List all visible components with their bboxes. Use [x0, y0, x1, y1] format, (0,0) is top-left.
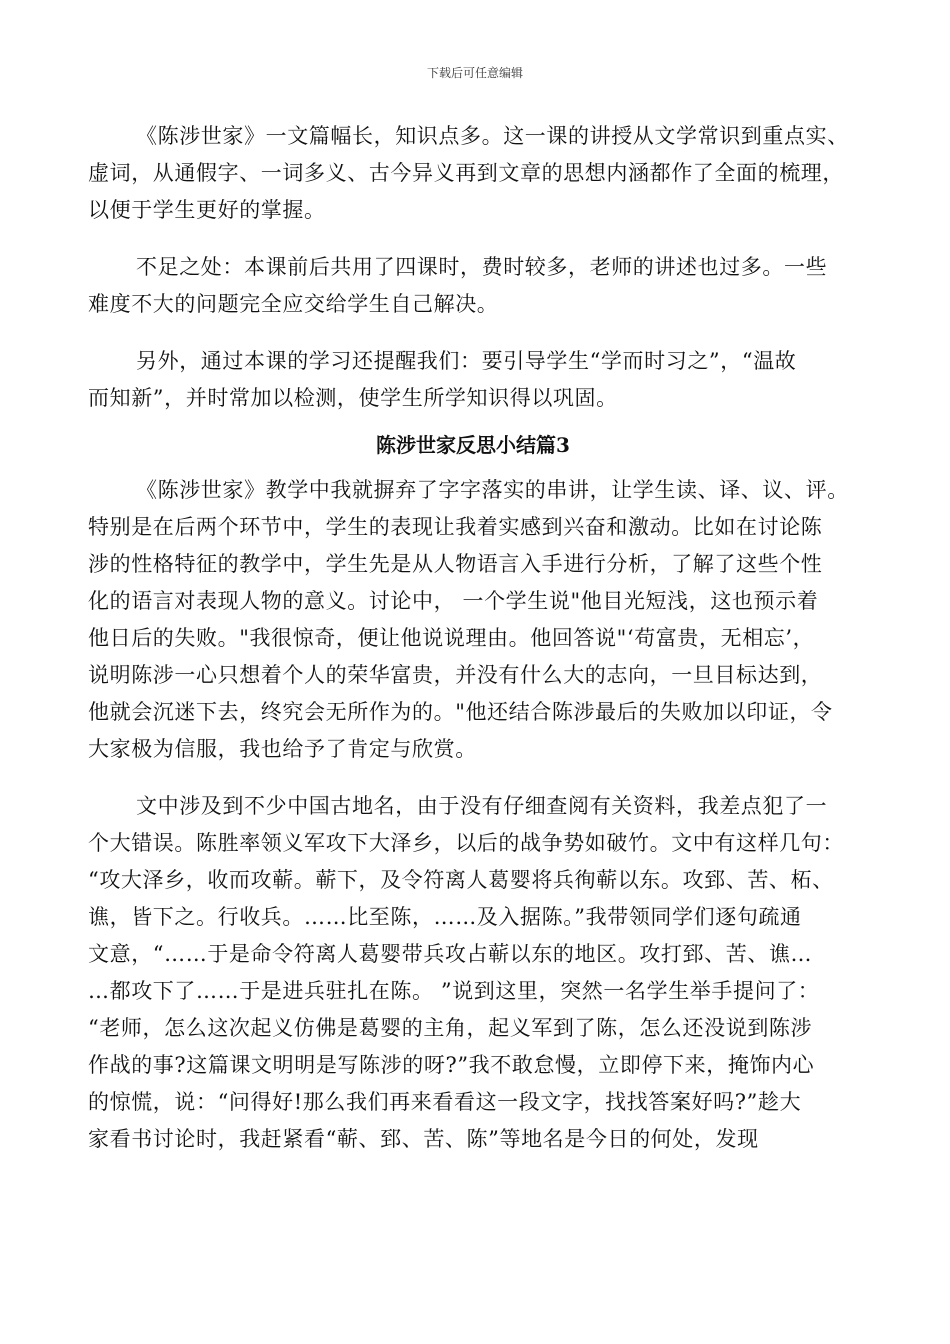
page-header: 下载后可任意编辑	[426, 66, 523, 80]
paragraph-5	[88, 788, 858, 1158]
text-line: 涉的性格特征的教学中，学生先是从人物语言入手进行分析，了解了这些个性	[88, 552, 823, 576]
text-line: 谯，皆下之。行收兵。……比至陈，……及入据陈。”我带领同学们逐句疏通	[88, 905, 802, 929]
text-line: …都攻下了……于是进兵驻扎在陈。 ”说到这里，突然一名学生举手提问了：	[88, 979, 820, 1003]
text-line: 特别是在后两个环节中，学生的表现让我着实感到兴奋和激动。比如在讨论陈	[88, 515, 823, 539]
text-line: 另外，通过本课的学习还提醒我们：要引导学生“学而时习之”，“温故	[136, 349, 797, 373]
text-line: 《陈涉世家》教学中我就摒弃了字字落实的串讲，让学生读、译、议、评。	[136, 478, 849, 502]
text-line: “攻大泽乡，收而攻蕲。蕲下，及令符离人葛婴将兵徇蕲以东。攻郅、苦、柘、	[88, 868, 834, 892]
paragraph-3	[88, 343, 858, 417]
text-line: 他就会沉迷下去，终究会无所作为的。"他还结合陈涉最后的失败加以印证，令	[88, 700, 833, 724]
text-line: 他日后的失败。"我很惊奇，便让他说说理由。他回答说"‘苟富贵，无相忘’，	[88, 626, 815, 650]
text-line: 个大错误。陈胜率领义军攻下大泽乡，以后的战争势如破竹。文中有这样几句：	[88, 831, 844, 855]
text-line: 文中涉及到不少中国古地名，由于没有仔细查阅有关资料，我差点犯了一	[136, 794, 828, 818]
text-line: 而知新”，并时常加以检测，使学生所学知识得以巩固。	[88, 386, 618, 410]
text-line: 化的语言对表现人物的意义。讨论中， 一个学生说"他目光短浅，这也预示着	[88, 589, 819, 613]
paragraph-4	[88, 472, 858, 768]
text-line: 大家极为信服，我也给予了肯定与欣赏。	[88, 737, 477, 761]
paragraph-2	[88, 249, 858, 323]
text-line: 说明陈涉一心只想着个人的荣华富贵，并没有什么大的志向，一旦目标达到，	[88, 663, 823, 687]
text-line: “老师，怎么这次起义仿佛是葛婴的主角，起义军到了陈，怎么还没说到陈涉	[88, 1016, 813, 1040]
text-line: 不足之处：本课前后共用了四课时，费时较多，老师的讲述也过多。一些	[136, 255, 828, 279]
text-line: 难度不大的问题完全应交给学生自己解决。	[88, 292, 499, 316]
text-line: 作战的事?这篇课文明明是写陈涉的呀?”我不敢怠慢，立即停下来，掩饰内心	[88, 1053, 815, 1077]
section-heading: 陈涉世家反思小结篇3	[376, 433, 570, 457]
text-line: 《陈涉世家》一文篇幅长，知识点多。这一课的讲授从文学常识到重点实、	[136, 124, 849, 148]
text-line: 的惊慌，说：“问得好!那么我们再来看看这一段文字，找找答案好吗?”趁大	[88, 1090, 802, 1114]
paragraph-1	[88, 118, 858, 229]
document-body	[88, 118, 858, 1158]
text-line: 虚词，从通假字、一词多义、古今异义再到文章的思想内涵都作了全面的梳理，	[88, 161, 844, 185]
text-line: 文意，“……于是命令符离人葛婴带兵攻占蕲以东的地区。攻打郅、苦、谯…	[88, 942, 813, 966]
text-line: 家看书讨论时，我赶紧看“蕲、郅、苦、陈”等地名是今日的何处，发现	[88, 1127, 759, 1151]
text-line: 以便于学生更好的掌握。	[88, 198, 326, 222]
